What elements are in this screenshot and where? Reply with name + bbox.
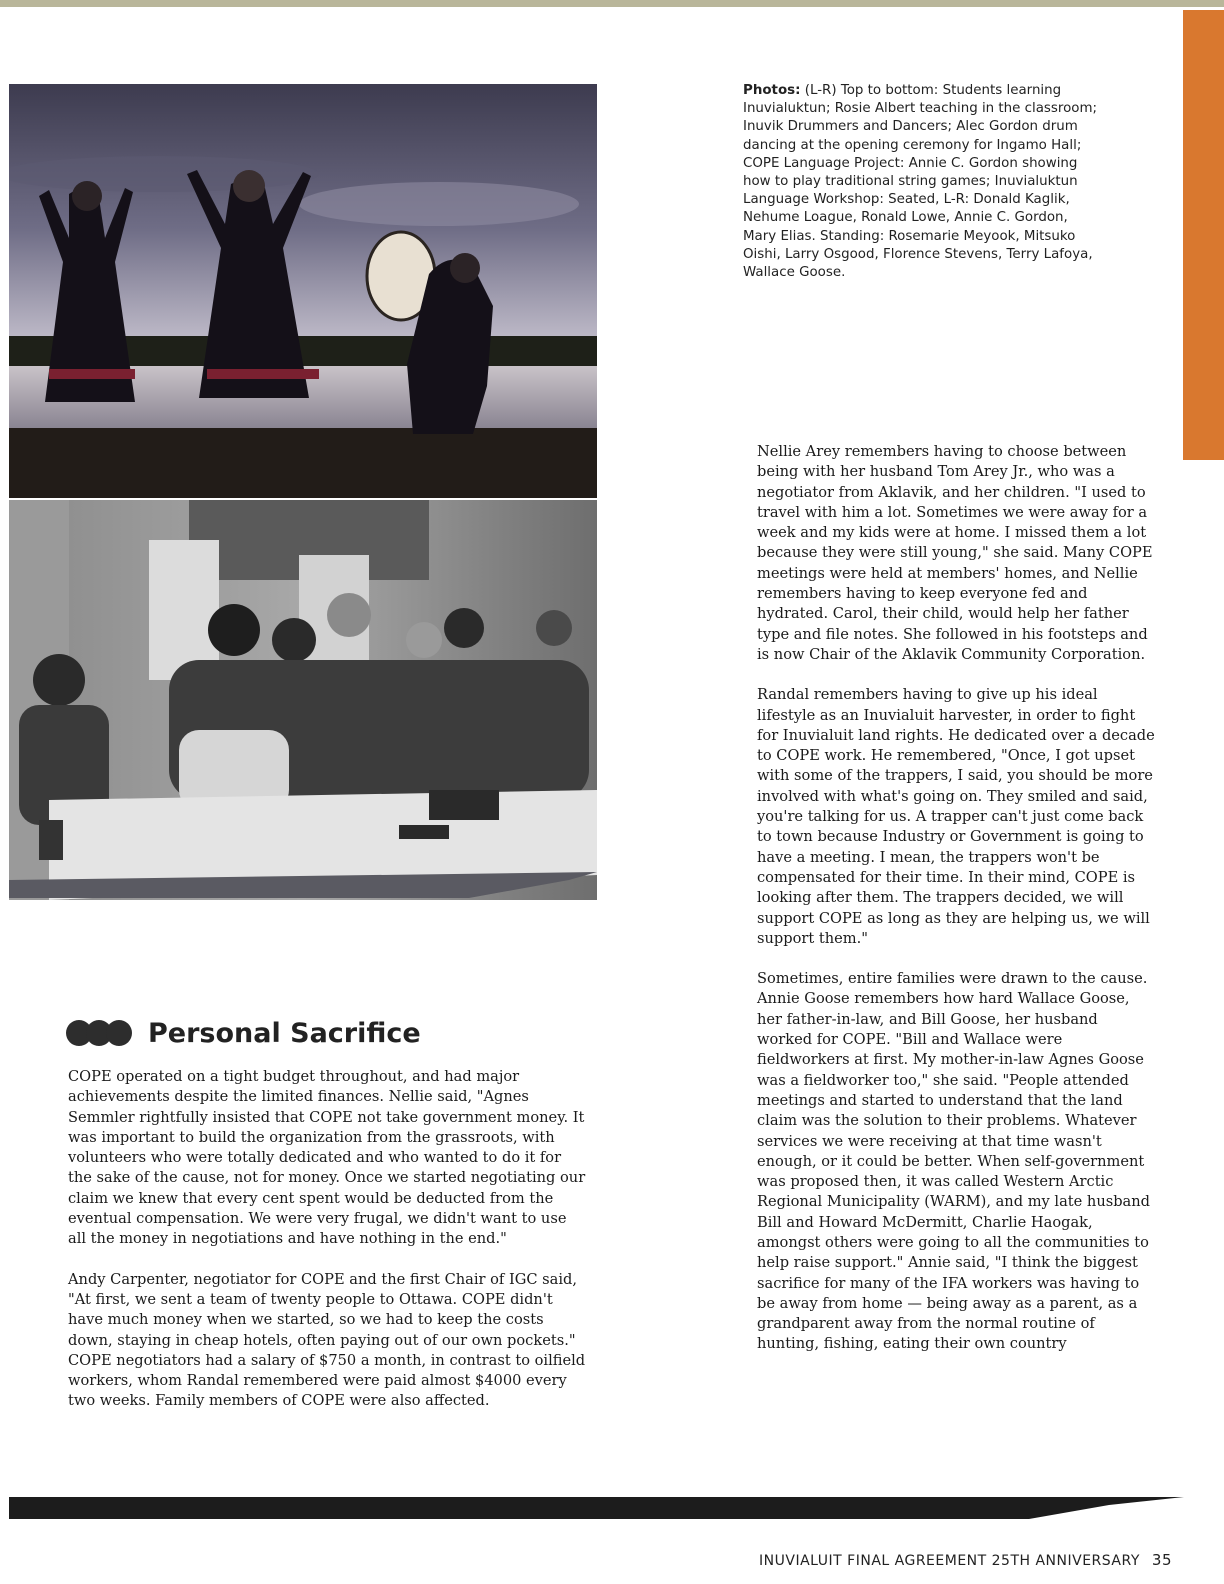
photo-caption xyxy=(743,82,1103,282)
right-paragraph-1: Nellie Arey remembers having to choose between being with her husband Tom Arey Jr., who was a negotiator from Aklavik, and her children. "I used to travel with him a lot. Sometimes we were away for a week and my kids were at home. I missed them a lot because they were still young," she said. Many COPE meetings were held at members' homes, and Nellie remembers having to keep everyone fed and hydrated. Carol, their child, would help her father type and file notes. She followed in his footsteps and is now Chair of the Aklavik Community Corporation. xyxy=(757,443,1153,663)
bottom-bar xyxy=(9,1497,1184,1519)
right-paragraph-3: Sometimes, entire families were drawn to the cause. Annie Goose remembers how hard Wallace Goose, her father-in-law, and Bill Goose, her husband worked for COPE. "Bill and Wallace were fieldworkers at first. My mother-in-law Agnes Goose was a fieldworker too," she said. "People attended meetings and started to understand that the land claim was the solution to their problems. Whatever services we were receiving at that time wasn't enough, or it could be better. When self-government was proposed then, it was called Western Arctic Regional Municipality (WARM), and my late husband Bill and Howard McDermitt, Charlie Haogak, amongst others were going to all the communities to help raise support." Annie said, "I think the biggest sacrifice for many of the IFA workers was having to be away from home — being away as a parent, as a grandparent away from the normal routine of hunting, fishing, eating their own country xyxy=(757,970,1150,1353)
footer-publication: INUVIALUIT FINAL AGREEMENT 25TH ANNIVERSARY xyxy=(759,1553,1140,1569)
photo-language-workshop xyxy=(9,500,597,900)
left-column xyxy=(68,1067,588,1432)
left-paragraph-1: COPE operated on a tight budget throughout, and had major achievements despite the limited finances. Nellie said, "Agnes Semmler rightfully insisted that COPE not take government money. It was important to build the organization from the grassroots, with volunteers who were totally dedicated and who wanted to do it for the sake of the cause, not for money. Once we started negotiating our claim we knew that every cent spent would be deducted from the eventual compensation. We were very frugal, we didn't want to use all the money in negotiations and have nothing in the end." xyxy=(68,1068,586,1248)
caption-text: (L-R) Top to bottom: Students learning Inuvialuktun; Rosie Albert teaching in the classroom; Inuvik Drummers and Dancers; Alec Gordon drum dancing at the opening ceremony for Ingamo Hall; COPE Language Project: Annie C. Gordon showing how to play traditional string games; Inuvialuktun Language Workshop: Seated, L-R: Donald Kaglik, Nehume Loague, Ronald Lowe, Annie C. Gordon, Mary Elias. Standing: Rosemarie Meyook, Mitsuko Oishi, Larry Osgood, Florence Stevens, Terry Lafoya, Wallace Goose. xyxy=(743,83,1098,281)
section-title: Personal Sacrifice xyxy=(148,1017,421,1049)
left-paragraph-2: Andy Carpenter, negotiator for COPE and the first Chair of IGC said, "At first, we sent a team of twenty people to Ottawa. COPE didn't have much money when we started, so we had to keep the costs down, staying in cheap hotels, often paying out of our own pockets." COPE negotiators had a salary of $750 a month, in contrast to oilfield workers, whom Randal remembered were paid almost $4000 every two weeks. Family members of COPE were also affected. xyxy=(68,1270,586,1410)
right-column xyxy=(757,442,1157,1375)
photo-shadow-band xyxy=(9,872,597,898)
accent-tab xyxy=(1183,10,1224,460)
caption-label: Photos: xyxy=(743,83,801,98)
page-footer xyxy=(759,1551,1172,1569)
right-paragraph-2: Randal remembers having to give up his ideal lifestyle as an Inuvialuit harvester, in order to fight for Inuvialuit land rights. He dedicated over a decade to COPE work. He remembered, "Once, I got upset with some of the trappers, I said, you should be more involved with what's going on. They smiled and said, you're talking for us. A trapper can't just come back to town because Industry or Government is going to have a meeting. I mean, the trappers won't be compensated for their time. In their mind, COPE is looking after them. The trappers decided, we will support COPE as long as they are helping us, we will support them." xyxy=(757,686,1155,947)
photo-drum-dancers xyxy=(9,84,597,498)
top-border xyxy=(0,0,1224,7)
heading-dots-icon xyxy=(66,1020,126,1046)
section-heading xyxy=(66,1015,421,1051)
page-number: 35 xyxy=(1151,1551,1172,1569)
